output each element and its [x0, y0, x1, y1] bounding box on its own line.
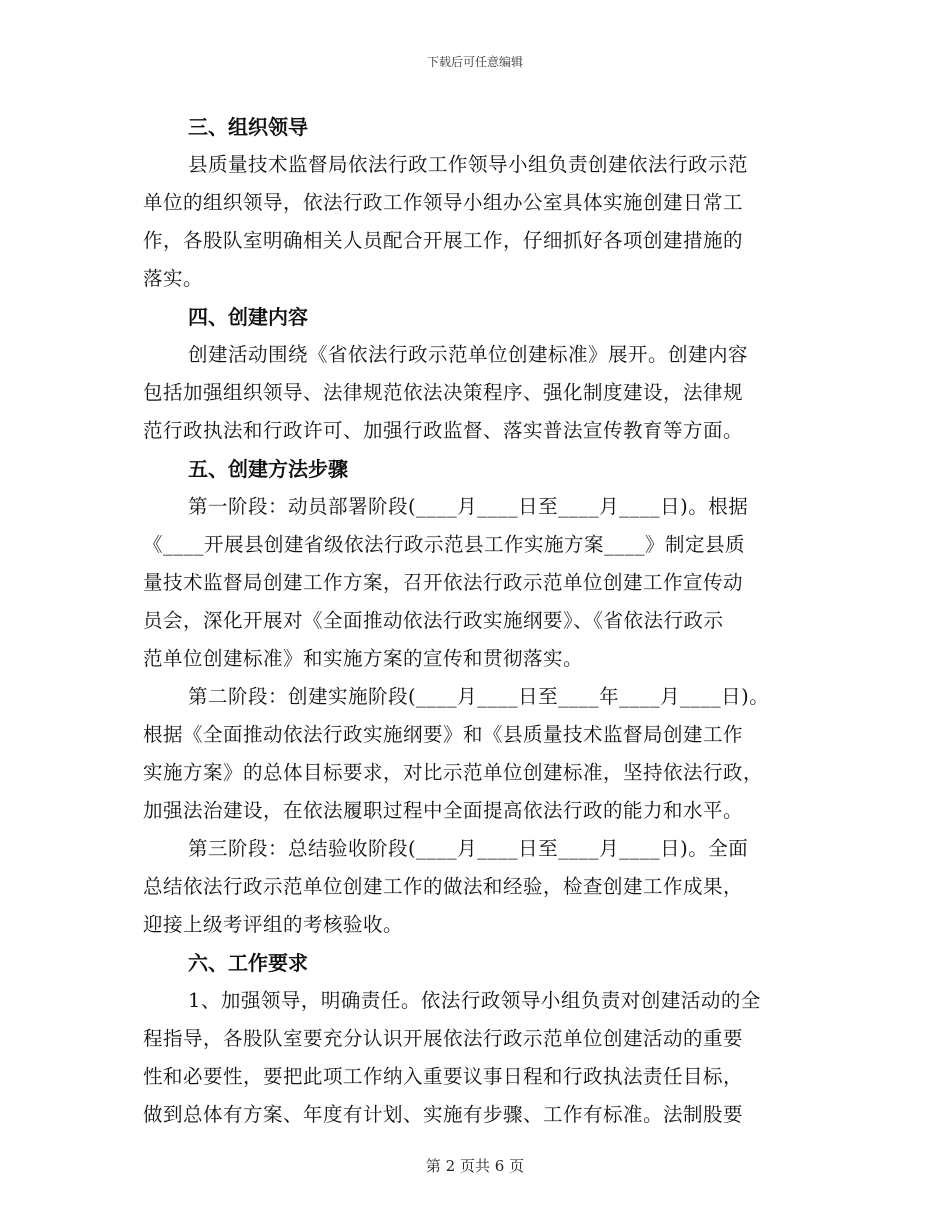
paragraph-line: 做到总体有方案、年度有计划、实施有步骤、工作有标准。法制股要: [143, 1103, 744, 1126]
paragraph-line: 迎接上级考评组的考核验收。: [143, 913, 404, 936]
section-heading: 三、组织领导: [188, 115, 308, 139]
paragraph: [143, 678, 813, 830]
paragraph-line: 第二阶段：创建实施阶段(____月____日至____年____月____日)。: [188, 685, 770, 708]
page-footer: 第 2 页共 6 页: [425, 1157, 525, 1175]
paragraph: [143, 982, 813, 1134]
paragraph-line: 作，各股队室明确相关人员配合开展工作，仔细抓好各项创建措施的: [143, 229, 744, 252]
section-heading: 四、创建内容: [188, 305, 308, 329]
paragraph-line: 根据《全面推动依法行政实施纲要》和《县质量技术监督局创建工作: [143, 723, 744, 746]
paragraph: [143, 146, 813, 298]
paragraph-line: 1、加强领导，明确责任。依法行政领导小组负责对创建活动的全: [188, 989, 761, 1012]
paragraph-line: 程指导，各股队室要充分认识开展依法行政示范单位创建活动的重要: [143, 1027, 744, 1050]
paragraph-line: 实施方案》的总体目标要求，对比示范单位创建标准，坚持依法行政，: [143, 761, 764, 784]
paragraph: [143, 830, 813, 944]
section-heading: 五、创建方法步骤: [188, 457, 348, 481]
paragraph-line: 县质量技术监督局依法行政工作领导小组负责创建依法行政示范: [188, 153, 749, 176]
section-heading: 六、工作要求: [188, 951, 308, 975]
paragraph-line: 第一阶段：动员部署阶段(____月____日至____月____日)。根据: [188, 495, 749, 518]
paragraph-line: 范行政执法和行政许可、加强行政监督、落实普法宣传教育等方面。: [143, 419, 744, 442]
paragraph-line: 范单位创建标准》和实施方案的宣传和贯彻落实。: [143, 647, 584, 670]
paragraph-line: 落实。: [143, 267, 204, 290]
paragraph-line: 总结依法行政示范单位创建工作的做法和经验，检查创建工作成果，: [143, 875, 744, 898]
paragraph-line: 员会，深化开展对《全面推动依法行政实施纲要》、《省依法行政示: [143, 609, 724, 632]
document-body: [143, 108, 813, 1134]
paragraph-line: 第三阶段：总结验收阶段(____月____日至____月____日)。全面: [188, 837, 749, 860]
paragraph-line: 量技术监督局创建工作方案，召开依法行政示范单位创建工作宣传动: [143, 571, 744, 594]
paragraph-line: 包括加强组织领导、法律规范依法决策程序、强化制度建设，法律规: [143, 381, 744, 404]
paragraph: [143, 336, 813, 450]
paragraph-line: 性和必要性，要把此项工作纳入重要议事日程和行政执法责任目标，: [143, 1065, 744, 1088]
page-header: 下载后可任意编辑: [426, 55, 523, 69]
paragraph-line: 《____开展县创建省级依法行政示范县工作实施方案____》制定县质: [143, 533, 746, 556]
paragraph-line: 单位的组织领导，依法行政工作领导小组办公室具体实施创建日常工: [143, 191, 744, 214]
paragraph-line: 加强法治建设，在依法履职过程中全面提高依法行政的能力和水平。: [143, 799, 744, 822]
paragraph: [143, 488, 813, 678]
paragraph-line: 创建活动围绕《省依法行政示范单位创建标准》展开。创建内容: [188, 343, 749, 366]
